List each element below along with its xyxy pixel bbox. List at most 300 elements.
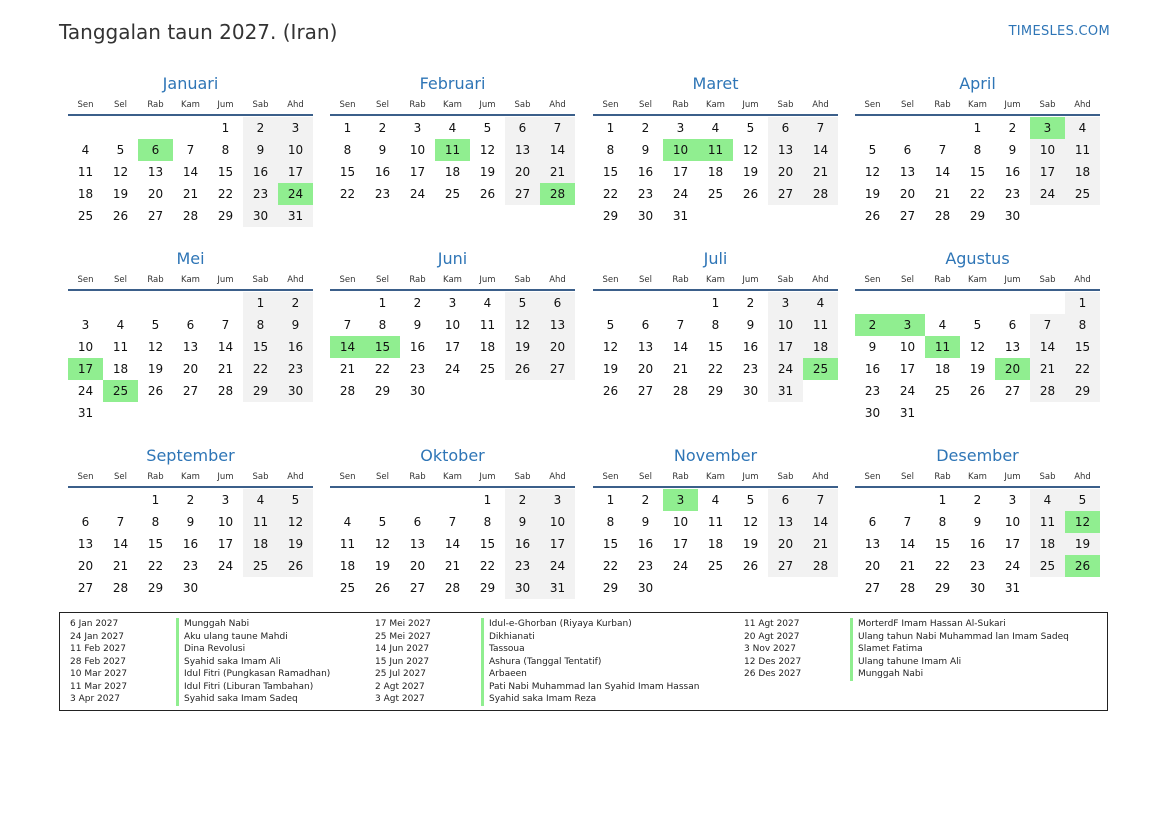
day-cell: 17: [768, 336, 803, 358]
day-cell: 12: [742, 143, 759, 157]
day-cell: 3: [278, 117, 313, 139]
month-title: Desember: [936, 446, 1019, 465]
day-cell: 16: [637, 537, 654, 551]
day-cell: 29: [602, 581, 619, 595]
weekday-label: Jum: [217, 100, 234, 110]
month-title: Agustus: [945, 249, 1010, 268]
weekday-label: Sen: [602, 472, 619, 482]
day-cell: 1: [606, 493, 615, 507]
day-cell: 2: [641, 493, 650, 507]
day-cell: 30: [409, 384, 426, 398]
legend-holiday-name: Munggah Nabi: [176, 618, 249, 631]
day-cell: 19: [147, 362, 164, 376]
day-cell: 25: [707, 187, 724, 201]
day-cell: 1: [711, 296, 720, 310]
day-cell: 26: [479, 187, 496, 201]
day-cell: 1: [243, 292, 278, 314]
day-cell: 26: [969, 384, 986, 398]
day-cell: 6: [868, 515, 877, 529]
day-cell: 27: [182, 384, 199, 398]
day-cell: 14: [540, 139, 575, 161]
day-cell: 23: [409, 362, 426, 376]
legend-date: 12 Des 2027: [744, 656, 802, 667]
day-cell: 7: [1030, 314, 1065, 336]
weekday-label: Ahd: [1074, 100, 1091, 110]
legend-holiday-name: Syahid saka Imam Ali: [176, 656, 281, 669]
day-cell: 25: [1065, 183, 1100, 205]
weekday-label: Kam: [181, 275, 200, 285]
day-cell: 19: [969, 362, 986, 376]
day-cell: 19: [602, 362, 619, 376]
day-cell: 15: [217, 165, 234, 179]
day-cell: 16: [278, 336, 313, 358]
day-cell: 1: [343, 121, 352, 135]
legend-date: 10 Mar 2027: [70, 669, 128, 679]
weekday-label: Jum: [479, 472, 496, 482]
day-cell: 21: [339, 362, 356, 376]
legend-entry: [375, 693, 699, 706]
day-cell: 2: [243, 117, 278, 139]
weekday-label: Sel: [901, 472, 914, 482]
day-cell: 5: [378, 515, 387, 529]
weekday-label: Sel: [376, 472, 389, 482]
empty-cell: [435, 489, 470, 511]
day-cell: 17: [672, 165, 689, 179]
day-cell: 23: [864, 384, 881, 398]
month-title: Januari: [162, 74, 219, 93]
day-cell: 4: [711, 493, 720, 507]
weekday-label: Kam: [706, 472, 725, 482]
weekday-header: [330, 271, 575, 291]
day-cell: 18: [243, 533, 278, 555]
weekday-label: Rab: [934, 100, 951, 110]
day-cell: 11: [112, 340, 129, 354]
day-cell: 16: [864, 362, 881, 376]
day-cell: 13: [409, 537, 426, 551]
empty-cell: [173, 292, 208, 314]
legend-holiday-name: Ulang tahune Imam Ali: [850, 656, 961, 669]
day-grid: [330, 292, 575, 402]
day-cell: 17: [409, 165, 426, 179]
day-cell: 6: [81, 515, 90, 529]
day-cell: 16: [742, 340, 759, 354]
day-cell: 18: [707, 165, 724, 179]
day-cell: 15: [147, 537, 164, 551]
weekday-header: [855, 96, 1100, 116]
day-cell: 4: [711, 121, 720, 135]
day-cell: 9: [186, 515, 195, 529]
month-desember: [855, 446, 1100, 599]
day-cell: 26: [742, 559, 759, 573]
weekday-label: Sen: [864, 472, 881, 482]
day-cell: 19: [742, 165, 759, 179]
weekday-header: [593, 468, 838, 488]
legend-entry: [375, 681, 699, 694]
legend-holiday-name: Syahid saka Imam Reza: [481, 693, 596, 706]
brand-link[interactable]: TIMESLES.COM: [1008, 24, 1110, 39]
day-cell: 17: [217, 537, 234, 551]
day-cell: 11: [339, 537, 356, 551]
day-cell: 18: [112, 362, 129, 376]
day-cell: 29: [147, 581, 164, 595]
empty-cell: [855, 489, 890, 511]
day-cell: 22: [217, 187, 234, 201]
day-cell: 20: [77, 559, 94, 573]
day-grid: [330, 489, 575, 599]
holiday-day-cell: 11: [435, 139, 470, 161]
day-cell: 21: [444, 559, 461, 573]
weekday-label: Sab: [514, 275, 531, 285]
day-cell: 9: [413, 318, 422, 332]
weekday-label: Kam: [443, 472, 462, 482]
day-cell: 7: [186, 143, 195, 157]
day-cell: 16: [374, 165, 391, 179]
weekday-header: [330, 468, 575, 488]
day-cell: 25: [934, 384, 951, 398]
month-title: Mei: [176, 249, 205, 268]
empty-cell: [663, 292, 698, 314]
day-cell: 19: [742, 537, 759, 551]
weekday-label: Jum: [742, 472, 759, 482]
weekday-label: Sab: [1039, 275, 1056, 285]
legend-holiday-name: Idul Fitri (Liburan Tambahan): [176, 681, 313, 694]
day-cell: 6: [641, 318, 650, 332]
weekday-label: Ahd: [1074, 472, 1091, 482]
empty-cell: [960, 292, 995, 314]
empty-cell: [68, 292, 103, 314]
day-cell: 6: [413, 515, 422, 529]
month-title: Juni: [437, 249, 468, 268]
month-maret: [593, 74, 838, 227]
holiday-legend: [59, 612, 1108, 711]
day-cell: 11: [479, 318, 496, 332]
day-cell: 30: [864, 406, 881, 420]
day-cell: 24: [1004, 559, 1021, 573]
month-agustus: [855, 249, 1100, 424]
day-cell: 7: [938, 143, 947, 157]
holiday-day-cell: 11: [925, 336, 960, 358]
legend-holiday-name: Munggah Nabi: [850, 668, 923, 681]
holiday-day-cell: 25: [103, 380, 138, 402]
month-november: [593, 446, 838, 599]
empty-cell: [330, 489, 365, 511]
day-cell: 3: [540, 489, 575, 511]
day-cell: 18: [479, 340, 496, 354]
day-cell: 14: [934, 165, 951, 179]
day-cell: 8: [221, 143, 230, 157]
day-cell: 15: [934, 537, 951, 551]
legend-date: 26 Des 2027: [744, 669, 802, 679]
day-cell: 8: [243, 314, 278, 336]
weekday-label: Jum: [479, 100, 496, 110]
day-cell: 13: [540, 314, 575, 336]
empty-cell: [208, 292, 243, 314]
weekday-label: Kam: [968, 472, 987, 482]
empty-cell: [68, 117, 103, 139]
weekday-label: Sel: [901, 275, 914, 285]
weekday-label: Sab: [514, 100, 531, 110]
weekday-label: Kam: [968, 100, 987, 110]
day-cell: 27: [505, 183, 540, 205]
day-cell: 1: [378, 296, 387, 310]
day-cell: 15: [602, 537, 619, 551]
legend-column-2: [375, 618, 699, 706]
weekday-label: Kam: [443, 275, 462, 285]
holiday-day-cell: 20: [995, 358, 1030, 380]
day-cell: 26: [742, 187, 759, 201]
day-cell: 28: [803, 183, 838, 205]
day-cell: 4: [1030, 489, 1065, 511]
day-cell: 28: [672, 384, 689, 398]
weekday-label: Rab: [409, 100, 426, 110]
day-cell: 22: [707, 362, 724, 376]
holiday-day-cell: 17: [68, 358, 103, 380]
empty-cell: [400, 489, 435, 511]
day-cell: 11: [77, 165, 94, 179]
day-cell: 18: [1065, 161, 1100, 183]
day-cell: 23: [969, 559, 986, 573]
day-grid: [593, 292, 838, 402]
weekday-label: Sen: [339, 275, 356, 285]
weekday-label: Sen: [602, 275, 619, 285]
day-cell: 25: [243, 555, 278, 577]
weekday-label: Sab: [252, 100, 269, 110]
legend-holiday-name: Ashura (Tanggal Tentatif): [481, 656, 601, 669]
day-cell: 14: [112, 537, 129, 551]
legend-date: 17 Mei 2027: [375, 619, 431, 629]
legend-entry: [744, 656, 1069, 669]
day-cell: 30: [182, 581, 199, 595]
day-cell: 8: [378, 318, 387, 332]
day-cell: 22: [374, 362, 391, 376]
day-cell: 10: [278, 139, 313, 161]
weekday-label: Rab: [147, 275, 164, 285]
day-cell: 11: [1065, 139, 1100, 161]
day-cell: 22: [602, 559, 619, 573]
legend-entry: [70, 693, 330, 706]
weekday-header: [68, 96, 313, 116]
day-cell: 23: [182, 559, 199, 573]
day-cell: 23: [278, 358, 313, 380]
day-cell: 28: [217, 384, 234, 398]
month-april: [855, 74, 1100, 227]
day-cell: 27: [899, 209, 916, 223]
day-cell: 26: [374, 581, 391, 595]
day-cell: 5: [606, 318, 615, 332]
legend-holiday-name: Pati Nabi Muhammad lan Syahid Imam Hassan: [481, 681, 699, 694]
day-cell: 26: [505, 358, 540, 380]
day-cell: 17: [1030, 161, 1065, 183]
day-cell: 24: [77, 384, 94, 398]
day-cell: 4: [343, 515, 352, 529]
legend-entry: [70, 643, 330, 656]
day-cell: 25: [77, 209, 94, 223]
day-cell: 22: [969, 187, 986, 201]
day-cell: 31: [899, 406, 916, 420]
day-cell: 14: [803, 139, 838, 161]
day-cell: 27: [147, 209, 164, 223]
day-cell: 8: [483, 515, 492, 529]
legend-entry: [744, 618, 1069, 631]
day-cell: 23: [374, 187, 391, 201]
day-cell: 24: [409, 187, 426, 201]
day-cell: 8: [973, 143, 982, 157]
day-cell: 28: [444, 581, 461, 595]
day-cell: 1: [938, 493, 947, 507]
weekday-label: Jum: [217, 275, 234, 285]
day-cell: 15: [969, 165, 986, 179]
day-grid: [68, 489, 313, 599]
weekday-label: Jum: [1004, 472, 1021, 482]
day-cell: 27: [768, 183, 803, 205]
day-cell: 16: [637, 165, 654, 179]
day-cell: 5: [483, 121, 492, 135]
day-cell: 2: [378, 121, 387, 135]
day-cell: 29: [934, 581, 951, 595]
day-cell: 23: [505, 555, 540, 577]
month-title: April: [959, 74, 996, 93]
day-cell: 7: [803, 117, 838, 139]
day-cell: 7: [676, 318, 685, 332]
day-cell: 28: [803, 555, 838, 577]
weekday-label: Jum: [479, 275, 496, 285]
empty-cell: [890, 292, 925, 314]
day-cell: 30: [969, 581, 986, 595]
day-cell: 10: [409, 143, 426, 157]
day-cell: 20: [147, 187, 164, 201]
day-cell: 19: [864, 187, 881, 201]
day-cell: 10: [444, 318, 461, 332]
weekday-label: Sen: [864, 100, 881, 110]
day-cell: 29: [969, 209, 986, 223]
weekday-header: [593, 271, 838, 291]
legend-entry: [375, 631, 699, 644]
day-cell: 21: [217, 362, 234, 376]
day-cell: 4: [448, 121, 457, 135]
day-cell: 6: [505, 117, 540, 139]
legend-date: 6 Jan 2027: [70, 619, 119, 629]
day-cell: 14: [1030, 336, 1065, 358]
day-cell: 3: [1008, 493, 1017, 507]
weekday-label: Ahd: [812, 275, 829, 285]
day-cell: 4: [81, 143, 90, 157]
day-grid: [855, 489, 1100, 599]
day-cell: 2: [186, 493, 195, 507]
day-cell: 13: [77, 537, 94, 551]
day-cell: 13: [768, 511, 803, 533]
day-cell: 16: [1004, 165, 1021, 179]
legend-column-1: [70, 618, 330, 706]
weekday-label: Kam: [181, 100, 200, 110]
weekday-label: Sel: [114, 472, 127, 482]
legend-date: 11 Mar 2027: [70, 681, 128, 692]
empty-cell: [1030, 292, 1065, 314]
month-title: November: [673, 446, 758, 465]
weekday-label: Sel: [114, 100, 127, 110]
weekday-label: Jum: [217, 472, 234, 482]
day-cell: 31: [1004, 581, 1021, 595]
day-cell: 28: [339, 384, 356, 398]
day-cell: 16: [409, 340, 426, 354]
day-cell: 18: [77, 187, 94, 201]
day-cell: 21: [803, 533, 838, 555]
day-cell: 13: [147, 165, 164, 179]
day-cell: 20: [409, 559, 426, 573]
day-cell: 13: [899, 165, 916, 179]
day-cell: 11: [1030, 511, 1065, 533]
legend-entry: [375, 643, 699, 656]
weekday-label: Sel: [639, 472, 652, 482]
day-cell: 9: [1008, 143, 1017, 157]
day-cell: 13: [182, 340, 199, 354]
weekday-label: Rab: [409, 275, 426, 285]
day-cell: 4: [243, 489, 278, 511]
day-cell: 20: [637, 362, 654, 376]
empty-cell: [855, 117, 890, 139]
day-cell: 24: [540, 555, 575, 577]
day-cell: 15: [707, 340, 724, 354]
day-cell: 30: [505, 577, 540, 599]
weekday-label: Jum: [1004, 100, 1021, 110]
day-cell: 14: [899, 537, 916, 551]
weekday-label: Rab: [934, 275, 951, 285]
day-cell: 8: [151, 515, 160, 529]
weekday-label: Kam: [968, 275, 987, 285]
day-cell: 27: [1004, 384, 1021, 398]
day-cell: 19: [505, 336, 540, 358]
day-cell: 24: [217, 559, 234, 573]
weekday-label: Ahd: [287, 472, 304, 482]
day-cell: 4: [116, 318, 125, 332]
weekday-label: Ahd: [1074, 275, 1091, 285]
day-cell: 9: [505, 511, 540, 533]
holiday-day-cell: 6: [138, 139, 173, 161]
empty-cell: [365, 489, 400, 511]
day-cell: 5: [973, 318, 982, 332]
day-cell: 9: [868, 340, 877, 354]
weekday-label: Rab: [934, 472, 951, 482]
day-cell: 27: [637, 384, 654, 398]
day-cell: 7: [221, 318, 230, 332]
day-cell: 12: [602, 340, 619, 354]
day-cell: 30: [742, 384, 759, 398]
weekday-label: Ahd: [287, 275, 304, 285]
day-cell: 6: [903, 143, 912, 157]
day-cell: 27: [409, 581, 426, 595]
day-cell: 19: [278, 533, 313, 555]
day-cell: 22: [147, 559, 164, 573]
day-cell: 31: [672, 209, 689, 223]
day-cell: 13: [864, 537, 881, 551]
day-cell: 4: [803, 292, 838, 314]
holiday-day-cell: 26: [1065, 555, 1100, 577]
day-cell: 25: [707, 559, 724, 573]
day-cell: 16: [505, 533, 540, 555]
empty-cell: [103, 489, 138, 511]
day-grid: [855, 292, 1100, 424]
day-cell: 7: [540, 117, 575, 139]
month-title: Maret: [692, 74, 739, 93]
empty-cell: [138, 117, 173, 139]
day-cell: 10: [77, 340, 94, 354]
legend-date: 2 Agt 2027: [375, 681, 425, 692]
month-september: [68, 446, 313, 599]
day-cell: 4: [938, 318, 947, 332]
day-cell: 15: [602, 165, 619, 179]
weekday-label: Sen: [602, 100, 619, 110]
day-cell: 9: [746, 318, 755, 332]
day-cell: 29: [374, 384, 391, 398]
